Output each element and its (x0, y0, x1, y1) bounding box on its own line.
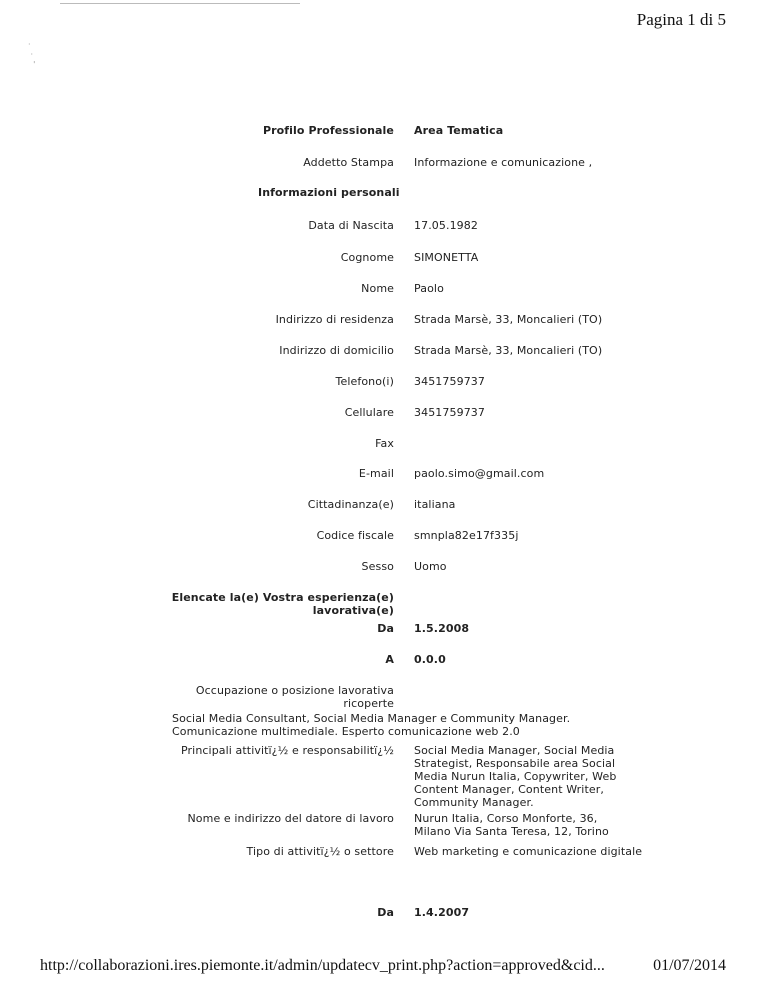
experience-title-line1: Elencate la(e) Vostra esperienza(e) (171, 591, 394, 604)
employer-value: Nurun Italia, Corso Monforte, 36, Milano Via Santa Teresa, 12, Torino (414, 812, 609, 838)
experience-section-title (172, 591, 394, 617)
field-value: 17.05.1982 (414, 219, 478, 232)
sector-value: Web marketing e comunicazione digitale (414, 845, 643, 858)
field-value: 3451759737 (414, 375, 485, 388)
field-value: Uomo (414, 560, 447, 573)
profile-header-label: Profilo Professionale (262, 124, 394, 137)
field-value: 3451759737 (414, 406, 485, 419)
personal-section-title: Informazioni personali (258, 186, 400, 199)
to-label: A (385, 653, 394, 666)
activities-label: Principali attivitï¿½ e responsabilitï¿½ (181, 744, 394, 757)
scan-specks: · · ' (28, 40, 36, 69)
field-label: Indirizzo di domicilio (279, 344, 394, 357)
field-label: Indirizzo di residenza (275, 313, 394, 326)
field-value: paolo.simo@gmail.com (414, 467, 545, 480)
occupation-label (196, 684, 394, 710)
header-rule (60, 3, 300, 4)
page-number: Pagina 1 di 5 (636, 10, 726, 29)
field-label: Sesso (361, 560, 394, 573)
employer-label: Nome e indirizzo del datore di lavoro (187, 812, 394, 825)
field-label: Codice fiscale (316, 529, 394, 542)
profile-role: Addetto Stampa (303, 156, 394, 169)
field-value: SIMONETTA (414, 251, 479, 264)
field-label: Cittadinanza(e) (307, 498, 394, 511)
field-label: Fax (375, 437, 394, 450)
field-value: smnpla82e17f335j (414, 529, 519, 542)
field-label: Data di Nascita (308, 219, 394, 232)
field-label: E-mail (358, 467, 394, 480)
field-value: Strada Marsè, 33, Moncalieri (TO) (414, 313, 603, 326)
activities-value: Social Media Manager, Social Media Strategist, Responsabile area Social Media Nurun Italia, Copywriter, Web Content Manager, Content Writer, Community Manager. (414, 744, 617, 809)
to-value: 0.0.0 (414, 653, 446, 666)
sector-label: Tipo di attivitï¿½ o settore (246, 845, 394, 858)
field-label: Cognome (340, 251, 394, 264)
field-label: Telefono(i) (335, 375, 394, 388)
profile-area: Informazione e comunicazione , (414, 156, 593, 169)
field-label: Nome (361, 282, 394, 295)
field-value: Strada Marsè, 33, Moncalieri (TO) (414, 344, 603, 357)
print-footer (40, 957, 726, 975)
field-label: Cellulare (344, 406, 394, 419)
area-header-label: Area Tematica (414, 124, 504, 137)
print-date: 01/07/2014 (653, 957, 726, 974)
next-from-label: Da (377, 906, 394, 919)
next-from-value: 1.4.2007 (414, 906, 470, 919)
from-label: Da (377, 622, 394, 635)
from-value: 1.5.2008 (414, 622, 470, 635)
source-url[interactable]: http://collaborazioni.ires.piemonte.it/admin/updatecv_print.php?action=approved&cid... (40, 957, 605, 974)
field-value: italiana (414, 498, 456, 511)
field-value: Paolo (414, 282, 444, 295)
occupation-label-line2: ricoperte (343, 697, 394, 710)
occupation-text: Social Media Consultant, Social Media Manager e Community Manager. Comunicazione multimediale. Esperto comunicazione web 2.0 (172, 712, 571, 738)
occupation-label-line1: Occupazione o posizione lavorativa (195, 684, 394, 697)
experience-title-line2: lavorativa(e) (312, 604, 394, 617)
